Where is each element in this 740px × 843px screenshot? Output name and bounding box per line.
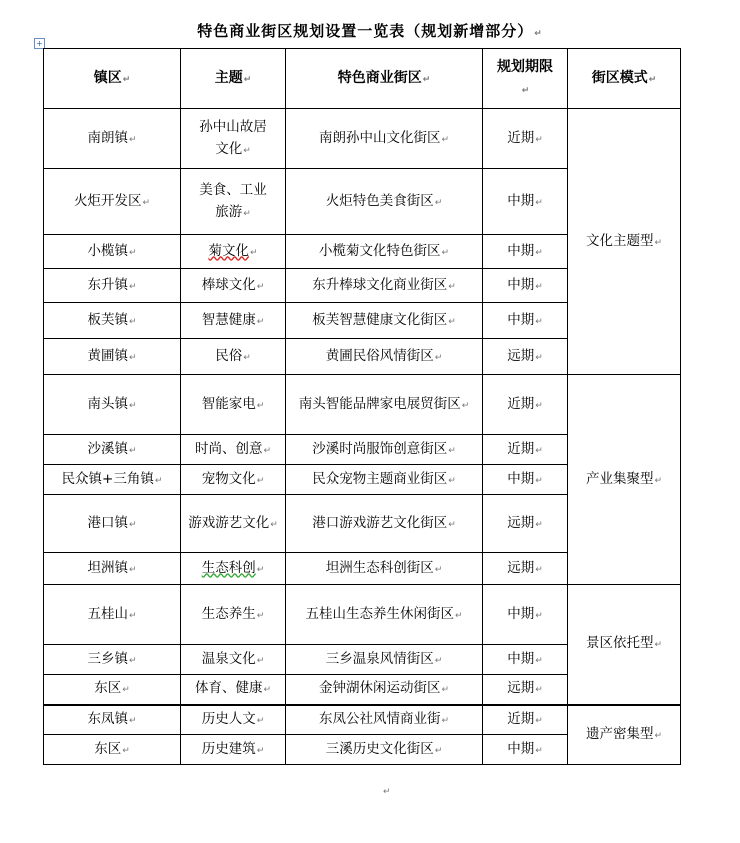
table-header-row — [44, 49, 681, 109]
cell-district: 坦洲生态科创街区↵ — [286, 553, 483, 585]
cell-theme: 温泉文化↵ — [181, 645, 286, 675]
cell-mode: 遗产密集型↵ — [568, 705, 681, 765]
cell-town: 东升镇↵ — [44, 269, 181, 303]
cell-district: 三溪历史文化街区↵ — [286, 735, 483, 765]
cell-district: 黄圃民俗风情街区↵ — [286, 339, 483, 375]
cell-district: 民众宠物主题商业街区↵ — [286, 465, 483, 495]
table-row — [44, 705, 681, 735]
cell-theme: 菊文化↵ — [181, 235, 286, 269]
cell-period: 近期↵ — [483, 375, 568, 435]
cell-theme: 智能家电↵ — [181, 375, 286, 435]
cell-period: 近期↵ — [483, 435, 568, 465]
cell-town: 火炬开发区↵ — [44, 169, 181, 235]
cell-town: 民众镇+三角镇↵ — [44, 465, 181, 495]
cell-town: 南朗镇↵ — [44, 109, 181, 169]
cell-town: 东凤镇↵ — [44, 705, 181, 735]
cell-town: 东区↵ — [44, 735, 181, 765]
cell-district: 火炬特色美食街区↵ — [286, 169, 483, 235]
cell-district: 沙溪时尚服饰创意街区↵ — [286, 435, 483, 465]
cell-theme: 生态养生↵ — [181, 585, 286, 645]
cell-period: 中期↵ — [483, 269, 568, 303]
cell-district: 小榄菊文化特色街区↵ — [286, 235, 483, 269]
cell-town: 南头镇↵ — [44, 375, 181, 435]
cell-period: 中期↵ — [483, 235, 568, 269]
cell-theme: 游戏游艺文化↵ — [181, 495, 286, 553]
cell-theme: 体育、健康↵ — [181, 675, 286, 705]
header-mode: 街区模式↵ — [568, 49, 681, 109]
paragraph-mark: ↵ — [383, 787, 391, 797]
cell-period: 近期↵ — [483, 109, 568, 169]
header-period: 规划期限↵ — [483, 49, 568, 109]
cell-town: 港口镇↵ — [44, 495, 181, 553]
cell-town: 沙溪镇↵ — [44, 435, 181, 465]
cell-theme: 孙中山故居文化↵ — [181, 109, 286, 169]
cell-town: 东区↵ — [44, 675, 181, 705]
cell-theme: 历史建筑↵ — [181, 735, 286, 765]
cell-town: 三乡镇↵ — [44, 645, 181, 675]
cell-theme: 美食、工业旅游↵ — [181, 169, 286, 235]
cell-period: 中期↵ — [483, 645, 568, 675]
header-theme: 主题↵ — [181, 49, 286, 109]
cell-town: 板芙镇↵ — [44, 303, 181, 339]
header-town: 镇区↵ — [44, 49, 181, 109]
cell-period: 中期↵ — [483, 169, 568, 235]
cell-district: 南头智能品牌家电展贸街区↵ — [286, 375, 483, 435]
cell-mode: 文化主题型↵ — [568, 109, 681, 375]
cell-town: 黄圃镇↵ — [44, 339, 181, 375]
cell-period: 近期↵ — [483, 705, 568, 735]
cell-period: 远期↵ — [483, 495, 568, 553]
planning-table — [43, 48, 681, 765]
cell-district: 东升棒球文化商业街区↵ — [286, 269, 483, 303]
cell-town: 小榄镇↵ — [44, 235, 181, 269]
cell-district: 板芙智慧健康文化街区↵ — [286, 303, 483, 339]
cell-district: 五桂山生态养生休闲街区↵ — [286, 585, 483, 645]
table-row — [44, 375, 681, 435]
table-row — [44, 585, 681, 645]
document-title: 特色商业街区规划设置一览表（规划新增部分）↵ — [197, 22, 543, 40]
cell-district: 金钟湖休闲运动街区↵ — [286, 675, 483, 705]
cell-mode: 景区依托型↵ — [568, 585, 681, 705]
move-handle-icon[interactable]: + — [34, 38, 45, 49]
cell-theme: 时尚、创意↵ — [181, 435, 286, 465]
cell-period: 远期↵ — [483, 339, 568, 375]
cell-town: 五桂山↵ — [44, 585, 181, 645]
cell-theme: 民俗↵ — [181, 339, 286, 375]
cell-district: 港口游戏游艺文化街区↵ — [286, 495, 483, 553]
cell-district: 南朗孙中山文化街区↵ — [286, 109, 483, 169]
cell-period: 中期↵ — [483, 303, 568, 339]
cell-period: 中期↵ — [483, 735, 568, 765]
cell-theme: 宠物文化↵ — [181, 465, 286, 495]
cell-theme: 生态科创↵ — [181, 553, 286, 585]
table-row — [44, 109, 681, 169]
cell-theme: 历史人文↵ — [181, 705, 286, 735]
cell-district: 三乡温泉风情街区↵ — [286, 645, 483, 675]
cell-period: 远期↵ — [483, 553, 568, 585]
cell-mode: 产业集聚型↵ — [568, 375, 681, 585]
cell-period: 中期↵ — [483, 465, 568, 495]
header-district: 特色商业街区↵ — [286, 49, 483, 109]
cell-town: 坦洲镇↵ — [44, 553, 181, 585]
cell-theme: 智慧健康↵ — [181, 303, 286, 339]
cell-theme: 棒球文化↵ — [181, 269, 286, 303]
cell-period: 中期↵ — [483, 585, 568, 645]
cell-district: 东凤公社风情商业街↵ — [286, 705, 483, 735]
cell-period: 远期↵ — [483, 675, 568, 705]
